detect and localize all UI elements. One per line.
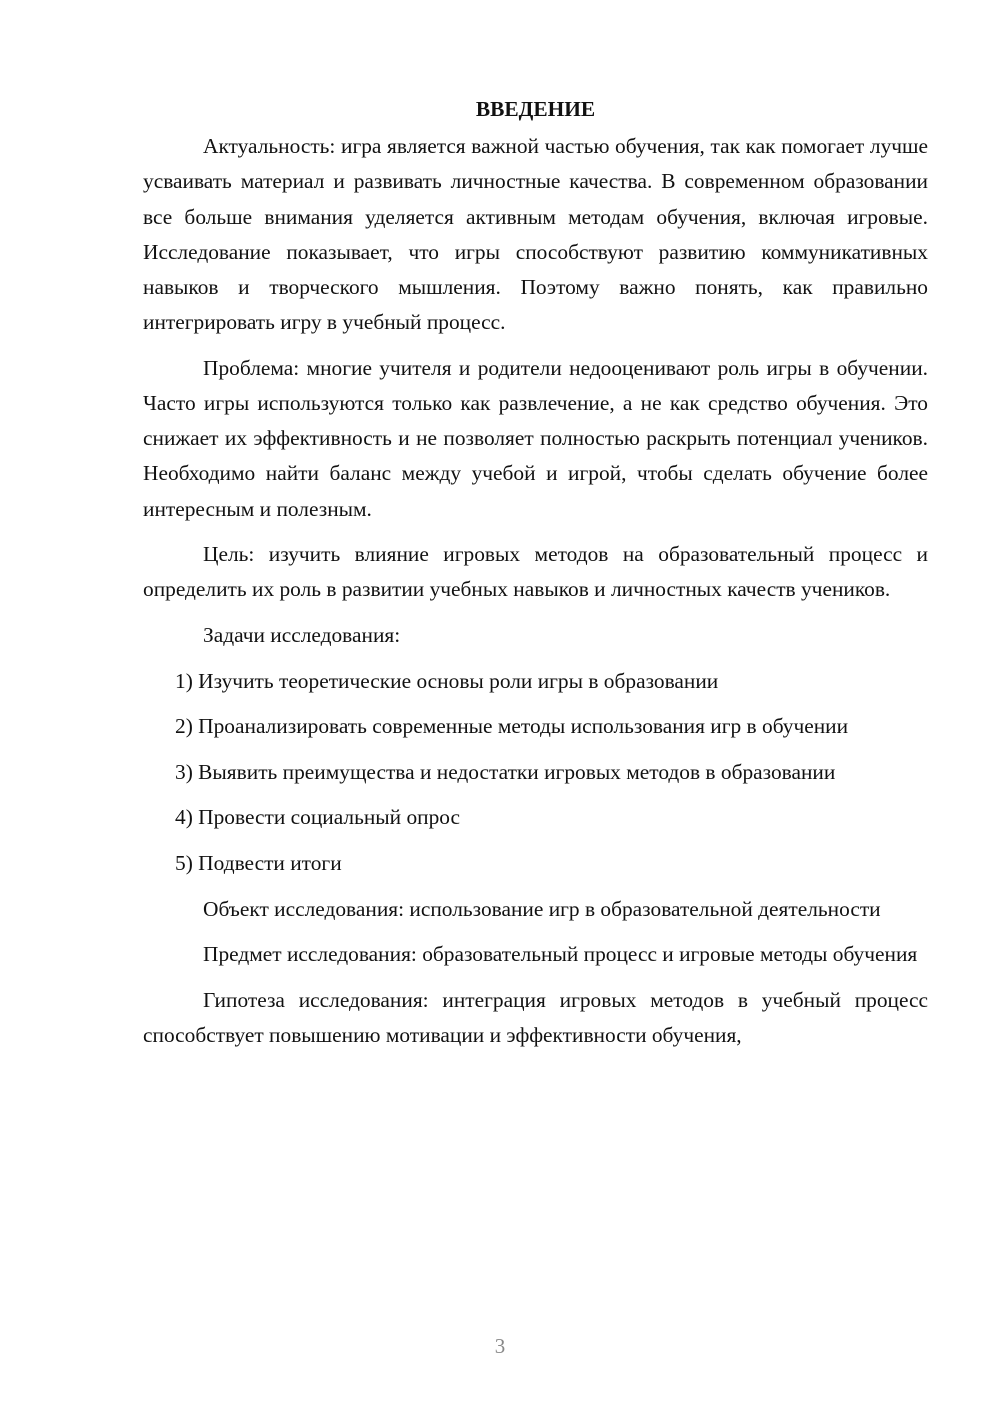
subject-paragraph: Предмет исследования: образовательный процесс и игровые методы обучения	[203, 942, 918, 967]
goal-paragraph: Цель: изучить влияние игровых методов на образовательный процесс и определить их роль в развитии учебных навыков и личностных качеств учеников.	[143, 542, 928, 602]
problem-paragraph: Проблема: многие учителя и родители недооценивают роль игры в обучении. Часто игры используются только как развлечение, а не как средство обучения. Это снижает их эффективность и не позволяет полностью раскрыть потенциал учеников. Необходимо найти баланс между учебой и игрой, чтобы сделать обучение более интересным и полезным.	[143, 355, 928, 521]
relevance-paragraph: Актуальность: игра является важной частью обучения, так как помогает лучше усваивать материал и развивать личностные качества. В современном образовании все больше внимания уделяется активным методам обучения, включая игровые. Исследование показывает, что игры способствуют развитию коммуникативных навыков и творческого мышления. Поэтому важно понять, как правильно интегрировать игру в учебный процесс.	[143, 134, 928, 335]
tasks-heading: Задачи исследования:	[203, 623, 401, 648]
task-item: 1) Изучить теоретические основы роли игры в образовании	[175, 668, 719, 693]
page-number: 3	[494, 1334, 506, 1358]
object-paragraph: Объект исследования: использование игр в образовательной деятельности	[203, 896, 881, 921]
section-title: ВВЕДЕНИЕ	[475, 97, 596, 121]
task-item: 4) Провести социальный опрос	[175, 805, 461, 830]
task-item: 3) Выявить преимущества и недостатки игровых методов в образовании	[175, 759, 836, 784]
document-body	[143, 92, 928, 1064]
hypothesis-paragraph: Гипотеза исследования: интеграция игровых методов в учебный процесс способствует повышению мотивации и эффективности обучения,	[143, 987, 928, 1047]
task-item: 5) Подвести итоги	[175, 850, 342, 875]
task-item: 2) Проанализировать современные методы использования игр в обучении	[175, 714, 849, 739]
